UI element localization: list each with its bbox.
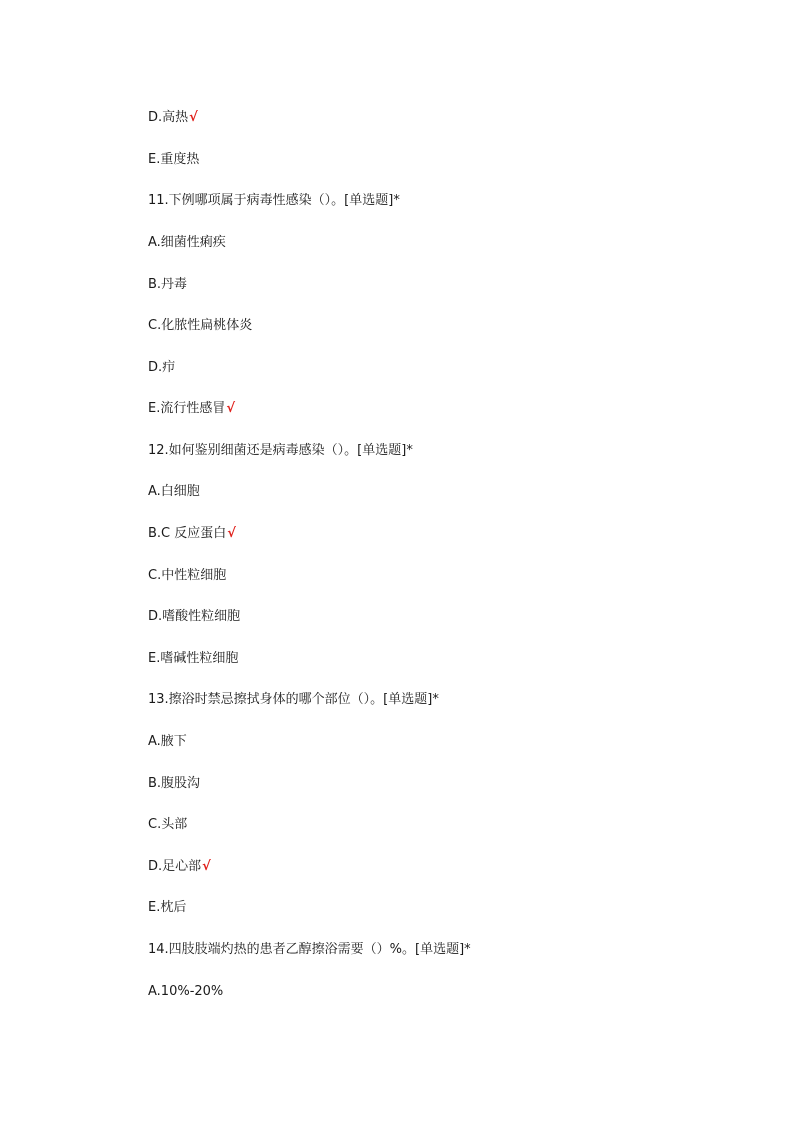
option-line (148, 899, 186, 917)
line-text: C.化脓性扁桃体炎 (148, 318, 253, 333)
option-line (148, 525, 236, 543)
option-line (148, 858, 211, 876)
option-line (148, 276, 187, 294)
option-line (148, 483, 200, 501)
line-text: E.流行性感冒 (148, 401, 226, 416)
line-text: C.头部 (148, 817, 188, 832)
line-text: C.中性粒细胞 (148, 568, 227, 583)
line-text: A.白细胞 (148, 484, 200, 499)
option-line (148, 733, 187, 751)
line-text: 11.下例哪项属于病毒性感染（）。[单选题]* (148, 193, 400, 208)
line-text: A.10%-20% (148, 984, 224, 999)
option-line (148, 983, 223, 1001)
check-mark-icon: √ (226, 401, 236, 416)
line-text: A.细菌性痢疾 (148, 235, 226, 250)
option-line (148, 775, 200, 793)
line-text: B.腹股沟 (148, 776, 201, 791)
question-line (148, 691, 439, 709)
option-line (148, 359, 175, 377)
line-text: D.疖 (148, 360, 176, 375)
option-line (148, 109, 198, 127)
line-text: D.足心部 (148, 859, 202, 874)
line-text: 14.四肢肢端灼热的患者乙醇擦浴需要（）%。[单选题]* (148, 942, 471, 957)
line-text: 13.擦浴时禁忌擦拭身体的哪个部位（）。[单选题]* (148, 692, 439, 707)
line-text: D.嗜酸性粒细胞 (148, 609, 241, 624)
check-mark-icon: √ (189, 110, 198, 125)
option-line (148, 400, 235, 418)
line-text: A.腋下 (148, 734, 187, 749)
line-text: E.枕后 (148, 900, 187, 915)
option-line (148, 234, 226, 252)
line-text: D.高热 (148, 110, 189, 125)
check-mark-icon: √ (227, 526, 236, 541)
option-line (148, 317, 252, 335)
option-line (148, 650, 238, 668)
line-text: B.丹毒 (148, 277, 188, 292)
option-line (148, 816, 187, 834)
option-line (148, 567, 226, 585)
check-mark-icon: √ (202, 859, 211, 874)
question-line (148, 941, 471, 959)
line-text: E.重度热 (148, 152, 200, 167)
line-text: 12.如何鉴别细菌还是病毒感染（）。[单选题]* (148, 443, 413, 458)
question-line (148, 192, 400, 210)
option-line (148, 608, 240, 626)
line-text: E.嗜碱性粒细胞 (148, 651, 239, 666)
question-line (148, 442, 413, 460)
option-line (148, 151, 199, 169)
line-text: B.C 反应蛋白 (148, 526, 227, 541)
